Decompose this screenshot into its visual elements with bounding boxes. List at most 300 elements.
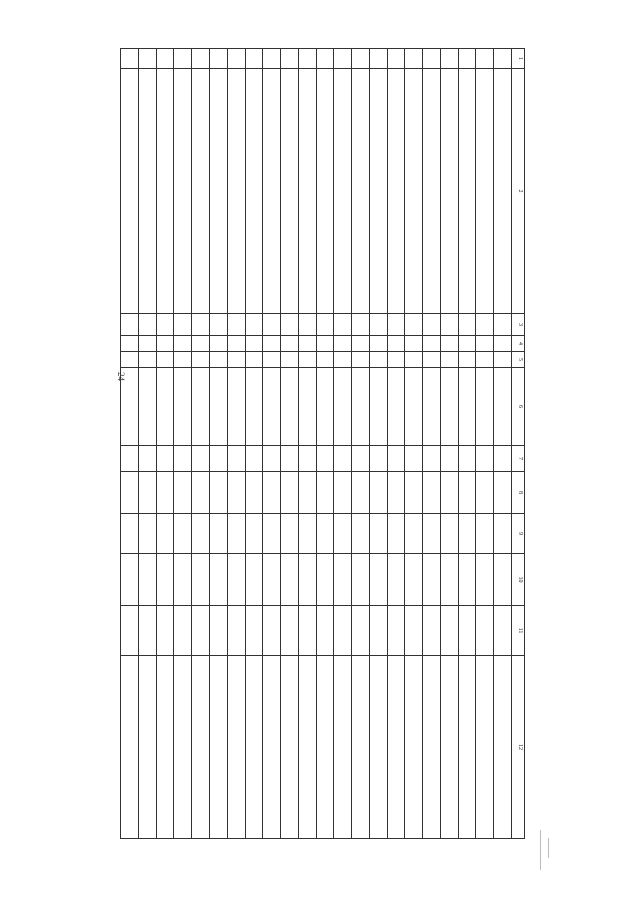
table-cell-c4 xyxy=(458,336,476,352)
budget-table xyxy=(120,48,525,839)
table-row xyxy=(227,49,245,839)
table-cell-c11 xyxy=(245,606,263,656)
scan-mark xyxy=(540,830,541,870)
table-cell-c7 xyxy=(458,446,476,472)
table-cell-c3 xyxy=(281,314,299,336)
table-cell-c9 xyxy=(334,514,352,554)
table-row xyxy=(458,49,476,839)
table-cell-c9 xyxy=(298,514,316,554)
column-number: 3 xyxy=(512,314,525,336)
table-cell-c12 xyxy=(156,656,174,839)
table-cell-c5 xyxy=(369,352,387,368)
table-cell-c4 xyxy=(227,336,245,352)
table-cell-c9 xyxy=(476,514,494,554)
table-cell-c3 xyxy=(494,314,512,336)
table-cell-c2 xyxy=(209,69,227,314)
table-cell-c4 xyxy=(476,336,494,352)
table-cell-c12 xyxy=(263,656,281,839)
table-cell-c9 xyxy=(121,514,139,554)
table-cell-c12 xyxy=(334,656,352,839)
table-row xyxy=(298,49,316,839)
table-cell-c1 xyxy=(476,49,494,69)
table-cell-c4 xyxy=(369,336,387,352)
table-cell-c2 xyxy=(458,69,476,314)
table-cell-c3 xyxy=(458,314,476,336)
table-cell-c12 xyxy=(227,656,245,839)
table-cell-c6 xyxy=(440,368,458,446)
table-cell-c2 xyxy=(156,69,174,314)
table-cell-c2 xyxy=(352,69,370,314)
table-cell-c2 xyxy=(387,69,405,314)
table-cell-c4 xyxy=(121,336,139,352)
table-cell-c9 xyxy=(245,514,263,554)
table-cell-c7 xyxy=(156,446,174,472)
table-cell-c6 xyxy=(352,368,370,446)
table-cell-c11 xyxy=(334,606,352,656)
table-cell-c5 xyxy=(298,352,316,368)
table-cell-c4 xyxy=(494,336,512,352)
table-cell-c2 xyxy=(334,69,352,314)
column-number: 2 xyxy=(512,69,525,314)
table-cell-c2 xyxy=(476,69,494,314)
table-cell-c5 xyxy=(245,352,263,368)
table-cell-c8 xyxy=(387,472,405,514)
table-cell-c4 xyxy=(156,336,174,352)
scan-mark xyxy=(548,838,549,858)
table-cell-c11 xyxy=(298,606,316,656)
table-cell-c7 xyxy=(192,446,210,472)
table-cell-c8 xyxy=(209,472,227,514)
table-cell-c1 xyxy=(440,49,458,69)
table-cell-c10 xyxy=(440,554,458,606)
table-cell-c5 xyxy=(192,352,210,368)
table-row xyxy=(476,49,494,839)
page-number: 24 xyxy=(116,372,126,381)
table-cell-c4 xyxy=(316,336,334,352)
table-cell-c12 xyxy=(494,656,512,839)
table-cell-c1 xyxy=(245,49,263,69)
table-cell-c1 xyxy=(405,49,423,69)
table-cell-c3 xyxy=(405,314,423,336)
table-cell-c2 xyxy=(494,69,512,314)
table-cell-c11 xyxy=(263,606,281,656)
table-cell-c7 xyxy=(298,446,316,472)
table-row xyxy=(423,49,441,839)
table-cell-c12 xyxy=(138,656,156,839)
table-cell-c4 xyxy=(281,336,299,352)
table-cell-c10 xyxy=(209,554,227,606)
table-cell-c3 xyxy=(245,314,263,336)
table-cell-c11 xyxy=(156,606,174,656)
table-cell-c3 xyxy=(263,314,281,336)
table-row xyxy=(369,49,387,839)
table-cell-c10 xyxy=(405,554,423,606)
table-cell-c1 xyxy=(494,49,512,69)
table-cell-c2 xyxy=(138,69,156,314)
table-cell-c1 xyxy=(458,49,476,69)
column-number: 4 xyxy=(512,336,525,352)
table-row xyxy=(281,49,299,839)
table-cell-c4 xyxy=(387,336,405,352)
table-row xyxy=(387,49,405,839)
table-cell-c10 xyxy=(334,554,352,606)
table-cell-c3 xyxy=(227,314,245,336)
table-cell-c10 xyxy=(316,554,334,606)
table-cell-c10 xyxy=(245,554,263,606)
table-cell-c3 xyxy=(174,314,192,336)
table-cell-c1 xyxy=(192,49,210,69)
table-cell-c8 xyxy=(423,472,441,514)
table-cell-c10 xyxy=(174,554,192,606)
table-cell-c6 xyxy=(387,368,405,446)
table-cell-c1 xyxy=(138,49,156,69)
table-cell-c8 xyxy=(156,472,174,514)
table-cell-c5 xyxy=(458,352,476,368)
table-cell-c6 xyxy=(281,368,299,446)
table-cell-c12 xyxy=(316,656,334,839)
table-cell-c2 xyxy=(440,69,458,314)
table-cell-c8 xyxy=(476,472,494,514)
table-cell-c12 xyxy=(476,656,494,839)
table-cell-c3 xyxy=(334,314,352,336)
table-cell-c3 xyxy=(440,314,458,336)
table-cell-c6 xyxy=(192,368,210,446)
table-cell-c11 xyxy=(316,606,334,656)
table-cell-c7 xyxy=(281,446,299,472)
table-cell-c9 xyxy=(227,514,245,554)
column-number: 10 xyxy=(512,554,525,606)
table-cell-c6 xyxy=(245,368,263,446)
table-cell-c1 xyxy=(281,49,299,69)
table-row xyxy=(263,49,281,839)
table-cell-c3 xyxy=(369,314,387,336)
table-cell-c8 xyxy=(227,472,245,514)
table-cell-c5 xyxy=(405,352,423,368)
table-cell-c4 xyxy=(298,336,316,352)
table-cell-c5 xyxy=(281,352,299,368)
table-cell-c9 xyxy=(440,514,458,554)
table-cell-c5 xyxy=(138,352,156,368)
table-cell-c11 xyxy=(281,606,299,656)
column-number: 11 xyxy=(512,606,525,656)
table-cell-c6 xyxy=(209,368,227,446)
table-cell-c9 xyxy=(316,514,334,554)
table-cell-c12 xyxy=(245,656,263,839)
table-cell-c10 xyxy=(494,554,512,606)
table-cell-c1 xyxy=(263,49,281,69)
table-cell-c10 xyxy=(352,554,370,606)
table-cell-c10 xyxy=(263,554,281,606)
table-cell-c4 xyxy=(192,336,210,352)
table-cell-c9 xyxy=(369,514,387,554)
table-cell-c7 xyxy=(369,446,387,472)
table-cell-c6 xyxy=(298,368,316,446)
table-cell-c9 xyxy=(423,514,441,554)
table-cell-c6 xyxy=(369,368,387,446)
table-cell-c2 xyxy=(405,69,423,314)
table-row xyxy=(352,49,370,839)
table-cell-c12 xyxy=(423,656,441,839)
table-cell-c5 xyxy=(423,352,441,368)
table-cell-c1 xyxy=(174,49,192,69)
column-number: 7 xyxy=(512,446,525,472)
table-cell-c5 xyxy=(209,352,227,368)
table-cell-c8 xyxy=(192,472,210,514)
table-cell-c11 xyxy=(387,606,405,656)
table-cell-c1 xyxy=(227,49,245,69)
table-cell-c9 xyxy=(192,514,210,554)
table-cell-c11 xyxy=(494,606,512,656)
table-cell-c8 xyxy=(121,472,139,514)
table-cell-c11 xyxy=(352,606,370,656)
table-cell-c8 xyxy=(352,472,370,514)
table-cell-c2 xyxy=(245,69,263,314)
table-row xyxy=(494,49,512,839)
table-cell-c1 xyxy=(369,49,387,69)
table-cell-c12 xyxy=(209,656,227,839)
table-cell-c8 xyxy=(138,472,156,514)
table-cell-c2 xyxy=(174,69,192,314)
table-cell-c12 xyxy=(440,656,458,839)
table-cell-c12 xyxy=(369,656,387,839)
table-row xyxy=(174,49,192,839)
table-row xyxy=(245,49,263,839)
column-number: 12 xyxy=(512,656,525,839)
column-number: 8 xyxy=(512,472,525,514)
table-cell-c8 xyxy=(405,472,423,514)
table-cell-c1 xyxy=(352,49,370,69)
table-cell-c3 xyxy=(192,314,210,336)
table-cell-c6 xyxy=(476,368,494,446)
table-cell-c10 xyxy=(281,554,299,606)
table-cell-c6 xyxy=(174,368,192,446)
table-cell-c12 xyxy=(121,656,139,839)
table-cell-c11 xyxy=(138,606,156,656)
table-cell-c9 xyxy=(174,514,192,554)
table-cell-c5 xyxy=(352,352,370,368)
table-cell-c11 xyxy=(174,606,192,656)
table-cell-c11 xyxy=(369,606,387,656)
table-cell-c1 xyxy=(209,49,227,69)
table-cell-c1 xyxy=(121,49,139,69)
table-cell-c6 xyxy=(494,368,512,446)
table-cell-c10 xyxy=(476,554,494,606)
table-cell-c9 xyxy=(281,514,299,554)
table-cell-c12 xyxy=(352,656,370,839)
table-cell-c3 xyxy=(298,314,316,336)
table-cell-c9 xyxy=(209,514,227,554)
table-cell-c1 xyxy=(387,49,405,69)
table-cell-c8 xyxy=(494,472,512,514)
table-cell-c7 xyxy=(423,446,441,472)
table-cell-c7 xyxy=(245,446,263,472)
table-cell-c8 xyxy=(245,472,263,514)
table-cell-c4 xyxy=(423,336,441,352)
table-cell-c10 xyxy=(298,554,316,606)
table-cell-c8 xyxy=(281,472,299,514)
table-cell-c2 xyxy=(263,69,281,314)
table-cell-c8 xyxy=(369,472,387,514)
table-cell-c12 xyxy=(174,656,192,839)
table-cell-c9 xyxy=(494,514,512,554)
table-cell-c7 xyxy=(405,446,423,472)
table-row xyxy=(121,49,139,839)
table-row xyxy=(405,49,423,839)
table-cell-c6 xyxy=(423,368,441,446)
table-cell-c2 xyxy=(192,69,210,314)
table-cell-c2 xyxy=(281,69,299,314)
table-cell-c6 xyxy=(227,368,245,446)
table-cell-c7 xyxy=(316,446,334,472)
table-cell-c3 xyxy=(316,314,334,336)
table-cell-c12 xyxy=(387,656,405,839)
table-row xyxy=(334,49,352,839)
table-cell-c4 xyxy=(334,336,352,352)
table-cell-c3 xyxy=(476,314,494,336)
table-cell-c11 xyxy=(405,606,423,656)
table-cell-c10 xyxy=(121,554,139,606)
table-cell-c3 xyxy=(138,314,156,336)
table-cell-c7 xyxy=(209,446,227,472)
table-cell-c4 xyxy=(440,336,458,352)
table-row xyxy=(156,49,174,839)
table-cell-c8 xyxy=(316,472,334,514)
column-number: 1 xyxy=(512,49,525,69)
table-cell-c7 xyxy=(387,446,405,472)
table-cell-c6 xyxy=(334,368,352,446)
table-cell-c1 xyxy=(423,49,441,69)
table-cell-c5 xyxy=(316,352,334,368)
table-cell-c5 xyxy=(440,352,458,368)
table-cell-c11 xyxy=(209,606,227,656)
table-cell-c7 xyxy=(138,446,156,472)
table-cell-c10 xyxy=(227,554,245,606)
table-cell-c7 xyxy=(440,446,458,472)
column-number: 5 xyxy=(512,352,525,368)
table-cell-c11 xyxy=(476,606,494,656)
table-cell-c6 xyxy=(138,368,156,446)
table-cell-c12 xyxy=(281,656,299,839)
table-cell-c10 xyxy=(138,554,156,606)
table-cell-c4 xyxy=(138,336,156,352)
table-cell-c3 xyxy=(121,314,139,336)
table-row xyxy=(192,49,210,839)
table-cell-c12 xyxy=(458,656,476,839)
table-cell-c8 xyxy=(298,472,316,514)
rotated-table-container xyxy=(120,48,525,838)
table-cell-c7 xyxy=(494,446,512,472)
table-cell-c9 xyxy=(138,514,156,554)
table-cell-c2 xyxy=(227,69,245,314)
table-cell-c5 xyxy=(121,352,139,368)
table-cell-c7 xyxy=(263,446,281,472)
table-cell-c3 xyxy=(423,314,441,336)
table-cell-c2 xyxy=(369,69,387,314)
table-cell-c7 xyxy=(334,446,352,472)
table-cell-c11 xyxy=(227,606,245,656)
table-cell-c9 xyxy=(458,514,476,554)
table-cell-c10 xyxy=(387,554,405,606)
table-cell-c2 xyxy=(121,69,139,314)
table-cell-c6 xyxy=(121,368,139,446)
table-cell-c6 xyxy=(263,368,281,446)
table-cell-c5 xyxy=(494,352,512,368)
column-number: 9 xyxy=(512,514,525,554)
table-cell-c1 xyxy=(334,49,352,69)
table-cell-c5 xyxy=(387,352,405,368)
table-cell-c3 xyxy=(352,314,370,336)
table-cell-c7 xyxy=(174,446,192,472)
table-cell-c2 xyxy=(316,69,334,314)
table-cell-c10 xyxy=(192,554,210,606)
table-cell-c10 xyxy=(369,554,387,606)
table-cell-c7 xyxy=(352,446,370,472)
table-cell-c10 xyxy=(156,554,174,606)
table-cell-c5 xyxy=(263,352,281,368)
table-cell-c6 xyxy=(316,368,334,446)
table-cell-c8 xyxy=(263,472,281,514)
table-cell-c6 xyxy=(156,368,174,446)
table-cell-c10 xyxy=(423,554,441,606)
table-cell-c4 xyxy=(209,336,227,352)
table-cell-c9 xyxy=(405,514,423,554)
table-cell-c5 xyxy=(227,352,245,368)
table-cell-c1 xyxy=(298,49,316,69)
table-cell-c11 xyxy=(458,606,476,656)
table-cell-c4 xyxy=(352,336,370,352)
table-cell-c10 xyxy=(458,554,476,606)
table-cell-c12 xyxy=(192,656,210,839)
table-cell-c8 xyxy=(174,472,192,514)
table-cell-c7 xyxy=(227,446,245,472)
table-cell-c9 xyxy=(387,514,405,554)
table-cell-c4 xyxy=(263,336,281,352)
column-number-row xyxy=(512,49,525,839)
table-cell-c5 xyxy=(174,352,192,368)
table-cell-c7 xyxy=(476,446,494,472)
table-cell-c11 xyxy=(423,606,441,656)
table-cell-c4 xyxy=(245,336,263,352)
table-row xyxy=(440,49,458,839)
table-cell-c2 xyxy=(298,69,316,314)
table-cell-c5 xyxy=(334,352,352,368)
table-cell-c8 xyxy=(458,472,476,514)
table-cell-c11 xyxy=(121,606,139,656)
table-cell-c8 xyxy=(334,472,352,514)
table-cell-c2 xyxy=(423,69,441,314)
table-cell-c5 xyxy=(156,352,174,368)
table-cell-c5 xyxy=(476,352,494,368)
table-cell-c4 xyxy=(405,336,423,352)
table-cell-c1 xyxy=(156,49,174,69)
table-row xyxy=(138,49,156,839)
table-cell-c12 xyxy=(298,656,316,839)
table-body xyxy=(121,49,512,839)
table-cell-c1 xyxy=(316,49,334,69)
table-cell-c3 xyxy=(156,314,174,336)
table-cell-c6 xyxy=(458,368,476,446)
table-cell-c4 xyxy=(174,336,192,352)
table-cell-c3 xyxy=(209,314,227,336)
table-cell-c9 xyxy=(352,514,370,554)
table-cell-c9 xyxy=(156,514,174,554)
table-cell-c9 xyxy=(263,514,281,554)
table-cell-c12 xyxy=(405,656,423,839)
table-cell-c7 xyxy=(121,446,139,472)
table-cell-c6 xyxy=(405,368,423,446)
table-cell-c11 xyxy=(192,606,210,656)
table-cell-c11 xyxy=(440,606,458,656)
